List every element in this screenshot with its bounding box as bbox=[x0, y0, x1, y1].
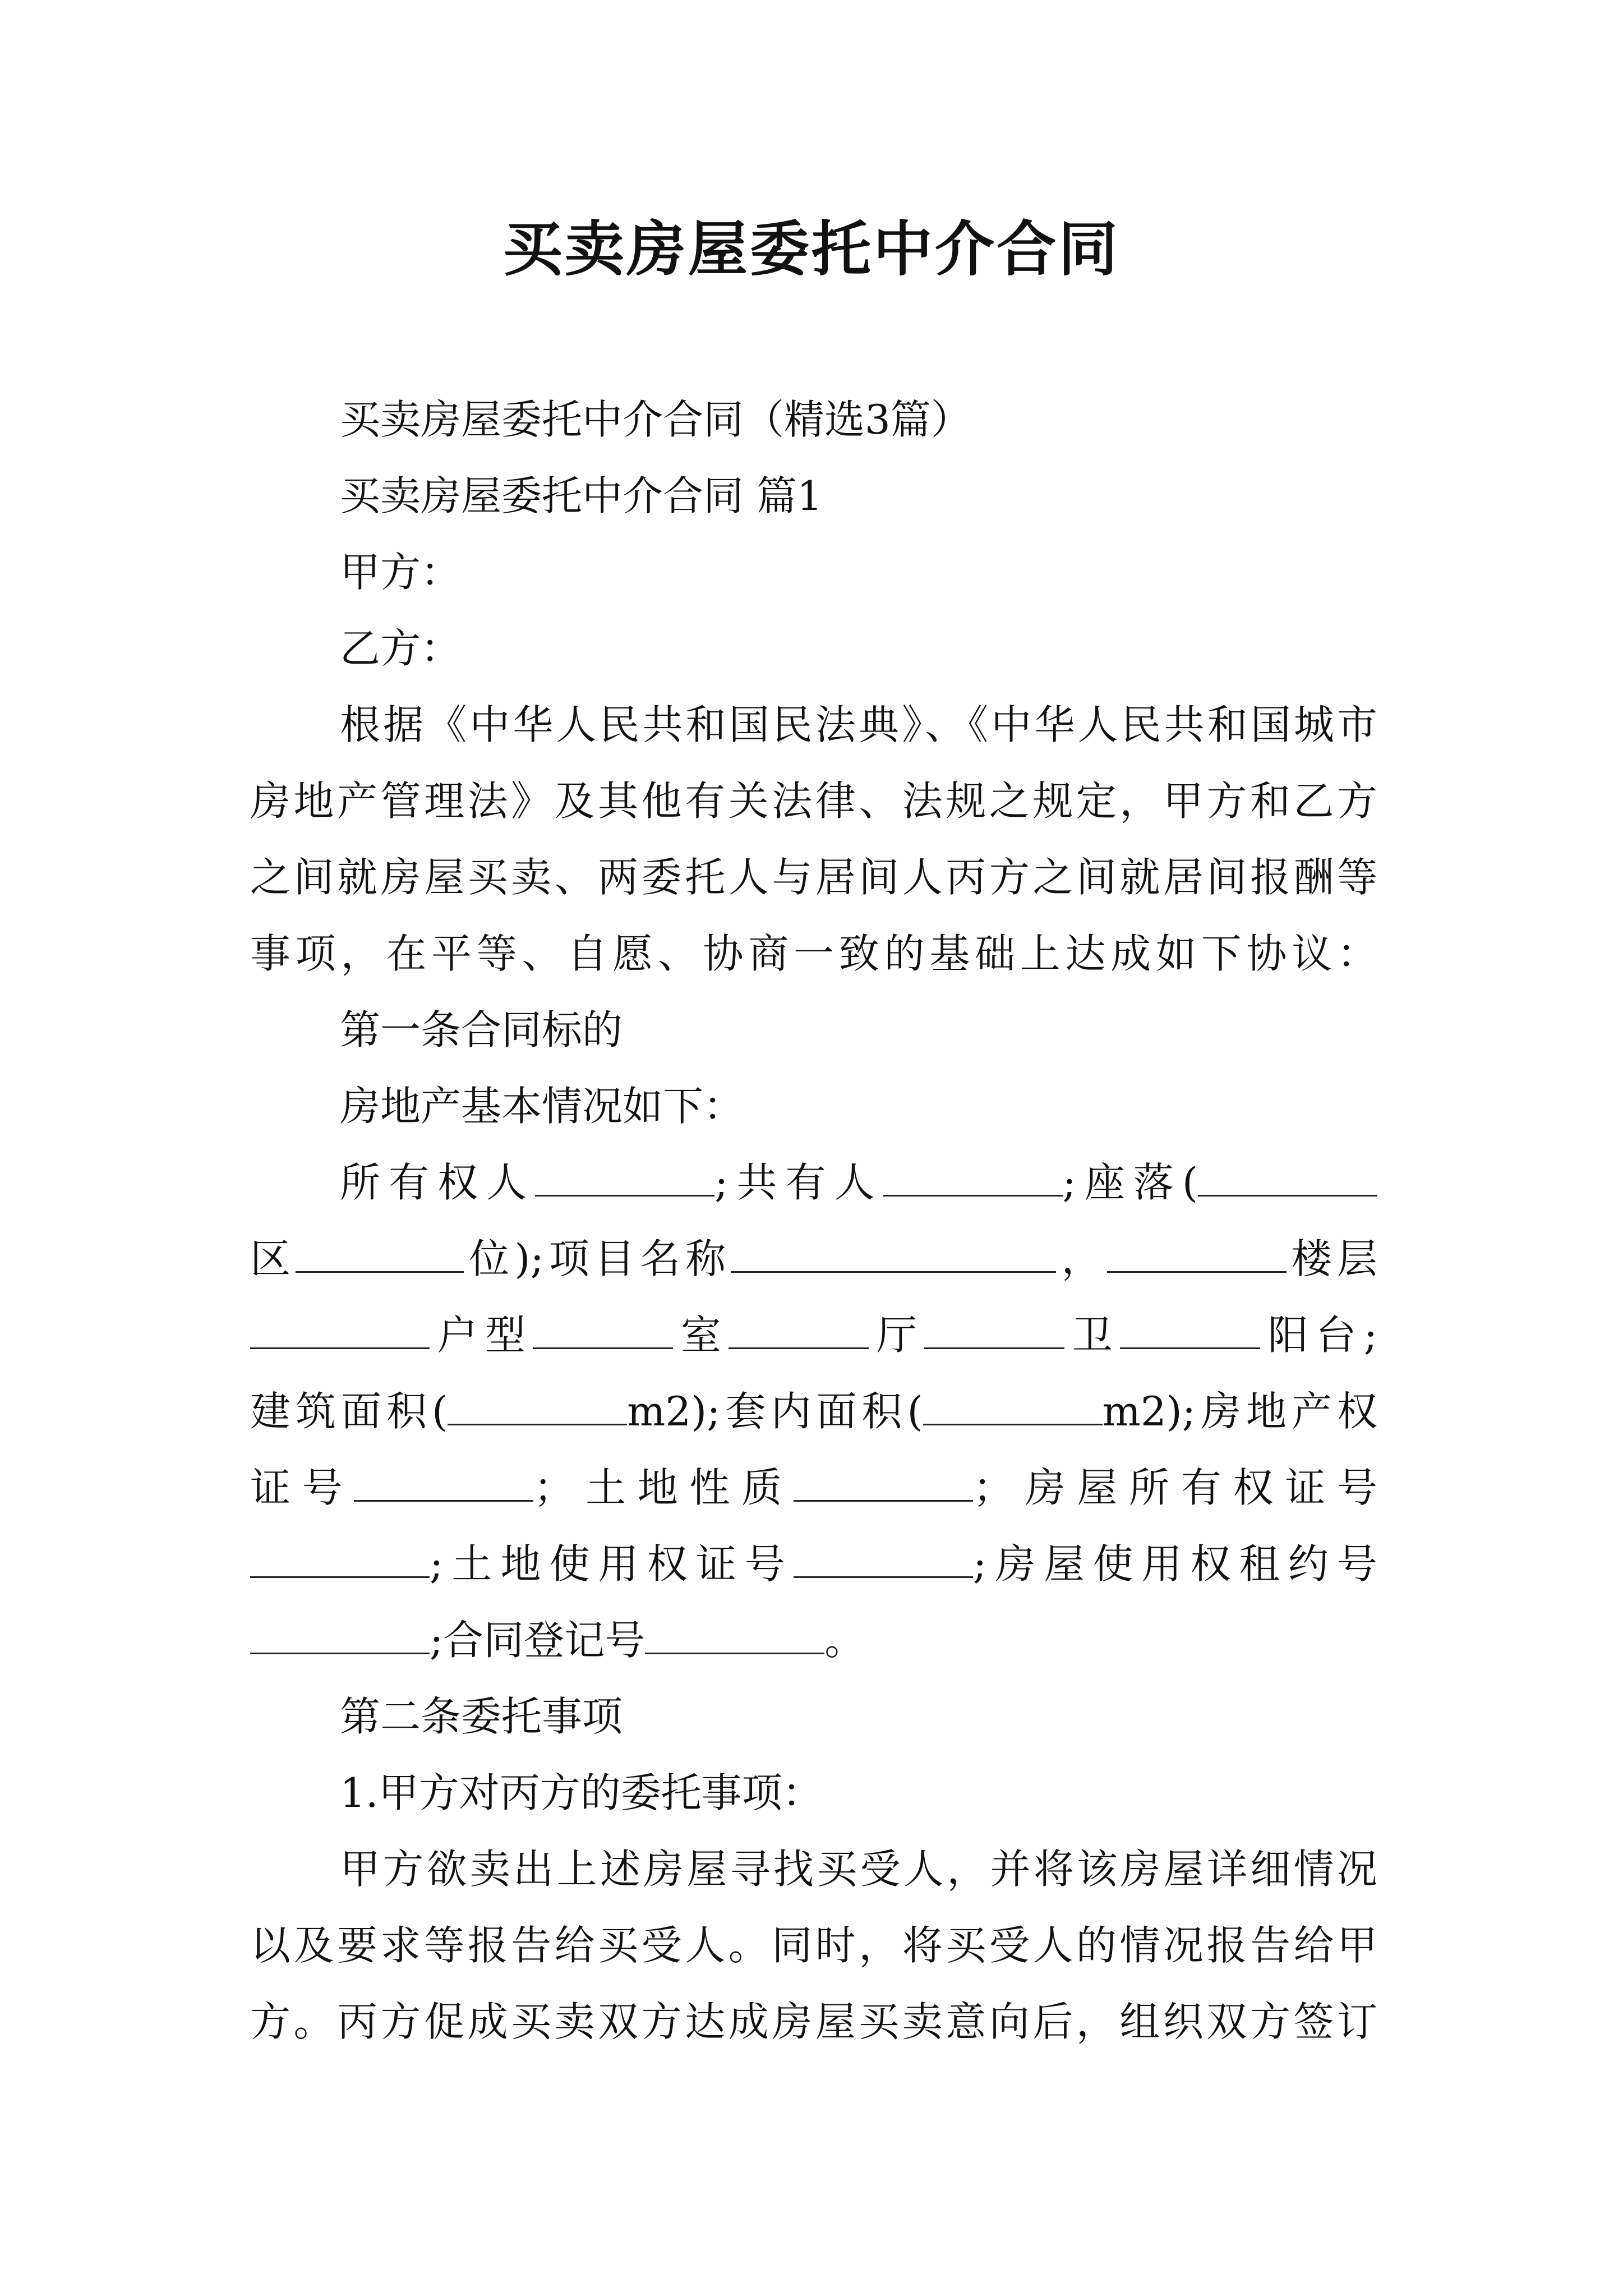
blank-field[interactable] bbox=[923, 1391, 1103, 1425]
blank-field[interactable] bbox=[924, 1315, 1064, 1349]
blank-field[interactable] bbox=[1198, 1162, 1377, 1197]
party-b-line: 乙方： bbox=[340, 625, 462, 672]
article-1-heading: 第一条合同标的 bbox=[340, 1006, 623, 1053]
entrust-line-3: 方。丙方促成买卖双方达成房屋买卖意向后，组织双方签订 bbox=[250, 1998, 1377, 2045]
property-fields-line-5 bbox=[250, 1450, 1377, 1526]
field-label: 阳台; bbox=[1260, 1312, 1377, 1359]
property-fields-line-1 bbox=[250, 1144, 1377, 1221]
blank-field[interactable] bbox=[645, 1620, 824, 1654]
property-fields-line-7 bbox=[250, 1602, 1377, 1678]
property-fields-line-6 bbox=[250, 1526, 1377, 1602]
blank-field[interactable] bbox=[250, 1620, 430, 1654]
property-fields-line-3 bbox=[250, 1297, 1377, 1373]
field-label: 。 bbox=[824, 1617, 865, 1664]
entrust-line-1: 甲方欲卖出上述房屋寻找买受人，并将该房屋详细情况 bbox=[340, 1846, 1377, 1893]
field-label: 厅 bbox=[869, 1312, 925, 1359]
field-label: 所有权人 bbox=[340, 1159, 536, 1206]
field-label: ;房屋使用权租约号 bbox=[973, 1540, 1377, 1588]
field-label: 户型 bbox=[430, 1312, 533, 1359]
field-label: ;座落( bbox=[1062, 1159, 1198, 1206]
field-label: 区 bbox=[250, 1235, 296, 1282]
intro-line-2: 房地产管理法》及其他有关法律、法规之规定，甲方和乙方 bbox=[250, 777, 1377, 825]
intro-line-4: 事项，在平等、自愿、协商一致的基础上达成如下协议： bbox=[250, 930, 1377, 977]
field-label: 楼层 bbox=[1286, 1235, 1377, 1282]
blank-field[interactable] bbox=[728, 1315, 869, 1349]
field-label: 建筑面积( bbox=[250, 1388, 448, 1435]
blank-field[interactable] bbox=[250, 1544, 430, 1578]
blank-field[interactable] bbox=[1120, 1315, 1260, 1349]
field-label: m2);房地产权 bbox=[1102, 1388, 1377, 1435]
field-label: ;合同登记号 bbox=[430, 1617, 645, 1664]
blank-field[interactable] bbox=[731, 1239, 1056, 1273]
field-label: ;土地使用权证号 bbox=[430, 1540, 794, 1588]
property-fields-line-2 bbox=[250, 1221, 1377, 1297]
article-2-heading: 第二条委托事项 bbox=[340, 1693, 623, 1740]
field-label: 卫 bbox=[1064, 1312, 1121, 1359]
item-1-heading: 1.甲方对丙方的委托事项： bbox=[340, 1769, 823, 1816]
party-a-line: 甲方： bbox=[340, 549, 462, 596]
document-body bbox=[250, 381, 1377, 2060]
blank-field[interactable] bbox=[1107, 1239, 1287, 1273]
blank-field[interactable] bbox=[250, 1315, 430, 1349]
field-label: ， bbox=[1056, 1235, 1107, 1282]
field-label: ；房屋所有权证号 bbox=[973, 1464, 1377, 1511]
blank-field[interactable] bbox=[794, 1544, 973, 1578]
section-heading: 买卖房屋委托中介合同 篇1 bbox=[340, 472, 823, 519]
field-label: 室 bbox=[673, 1312, 729, 1359]
field-label: ；土地性质 bbox=[533, 1464, 794, 1511]
entrust-line-2: 以及要求等报告给买受人。同时，将买受人的情况报告给甲 bbox=[250, 1922, 1377, 1969]
intro-line-1: 根据《中华人民共和国民法典》、《中华人民共和国城市 bbox=[340, 701, 1377, 748]
intro-line-3: 之间就房屋买卖、两委托人与居间人丙方之间就居间报酬等 bbox=[250, 854, 1377, 901]
blank-field[interactable] bbox=[533, 1315, 673, 1349]
blank-field[interactable] bbox=[448, 1391, 627, 1425]
basic-info-line: 房地产基本情况如下： bbox=[340, 1083, 744, 1130]
blank-field[interactable] bbox=[794, 1467, 973, 1502]
field-label: 位);项目名称 bbox=[464, 1235, 731, 1282]
blank-field[interactable] bbox=[535, 1162, 714, 1197]
subtitle-line: 买卖房屋委托中介合同（精选3篇） bbox=[340, 396, 971, 443]
field-label: ;共有人 bbox=[714, 1159, 883, 1206]
property-fields-line-4 bbox=[250, 1373, 1377, 1450]
blank-field[interactable] bbox=[296, 1239, 464, 1273]
blank-field[interactable] bbox=[883, 1162, 1063, 1197]
document-title: 买卖房屋委托中介合同 bbox=[503, 214, 1120, 284]
blank-field[interactable] bbox=[354, 1467, 533, 1502]
field-label: 证号 bbox=[250, 1464, 354, 1511]
field-label: m2);套内面积( bbox=[627, 1388, 923, 1435]
